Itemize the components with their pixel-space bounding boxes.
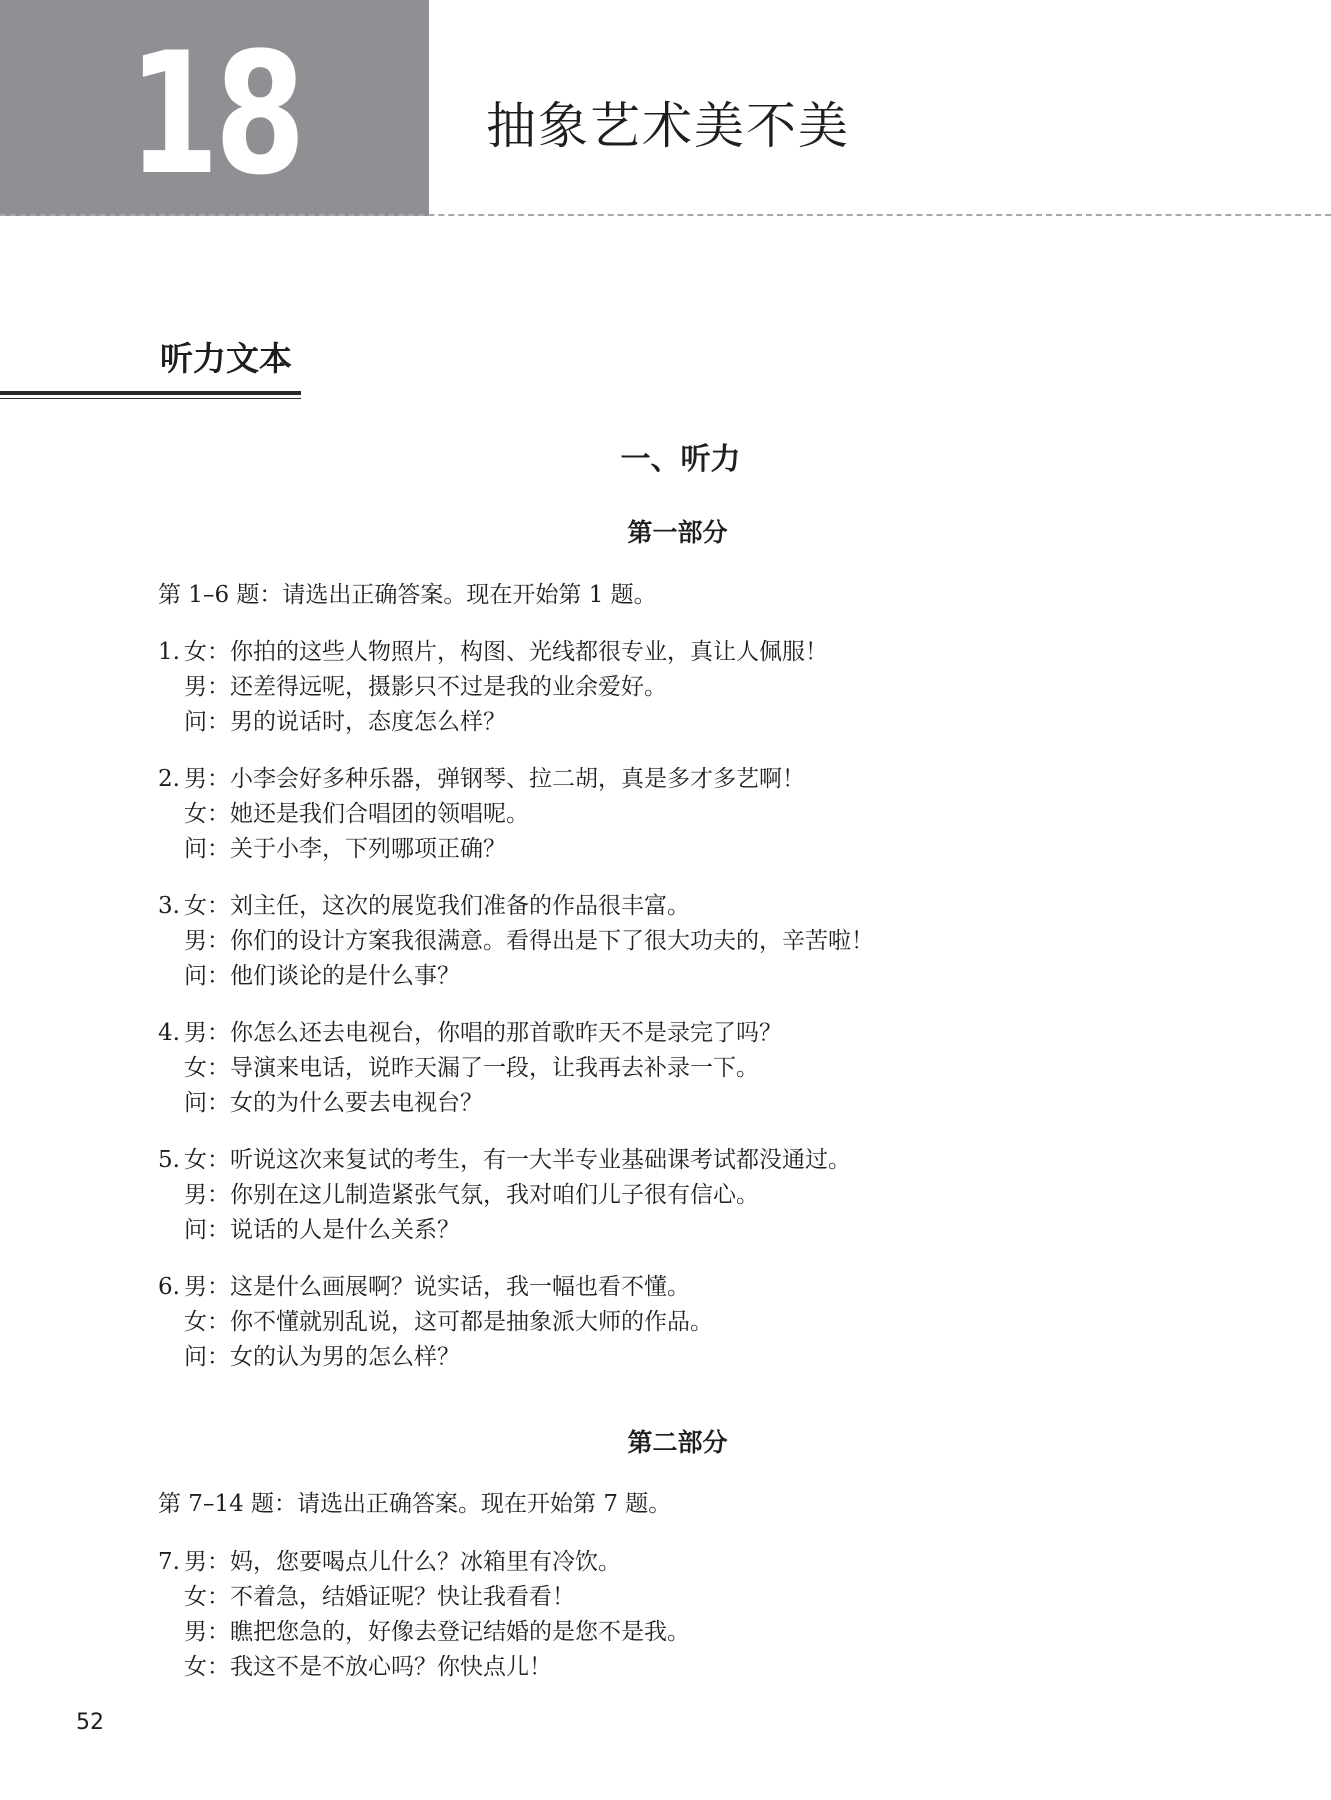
speaker: 问 (184, 709, 207, 735)
dialogue-line: 3. 女 ： 刘主任，这次的展览我们准备的作品很丰富。 (158, 889, 1198, 924)
question-item (158, 762, 1198, 867)
question-number: 4. (158, 1020, 180, 1046)
utterance: 男的说话时，态度怎么样？ (230, 709, 506, 735)
utterance: 瞧把您急的，好像去登记结婚的是您不是我。 (230, 1619, 690, 1645)
utterance: 还差得远呢，摄影只不过是我的业余爱好。 (230, 674, 667, 700)
question-item (158, 635, 1198, 740)
dialogue-line: 2. 男 ： 小李会好多种乐器，弹钢琴、拉二胡，真是多才多艺啊！ (158, 762, 1198, 797)
speaker: 女 (184, 639, 207, 665)
speaker: 女 (184, 801, 207, 827)
dialogue-line: 问 ： 女的为什么要去电视台？ (158, 1086, 1198, 1121)
speaker: 问 (184, 1344, 207, 1370)
header-dashed-divider (0, 214, 1331, 216)
dialogue-line: 男 ： 还差得远呢，摄影只不过是我的业余爱好。 (158, 670, 1198, 705)
utterance: 妈，您要喝点儿什么？冰箱里有冷饮。 (230, 1549, 621, 1575)
lesson-number: 18 (128, 16, 302, 212)
question-number: 3. (158, 893, 180, 919)
utterance: 导演来电话，说昨天漏了一段，让我再去补录一下。 (230, 1055, 759, 1081)
dialogue-line: 问 ： 女的认为男的怎么样？ (158, 1340, 1198, 1375)
section-rule-thin (0, 398, 301, 399)
utterance: 你拍的这些人物照片，构图、光线都很专业，真让人佩服！ (230, 639, 828, 665)
utterance: 他们谈论的是什么事？ (230, 963, 460, 989)
utterance: 你怎么还去电视台，你唱的那首歌昨天不是录完了吗？ (230, 1020, 782, 1046)
question-number: 1. (158, 639, 180, 665)
speaker: 问 (184, 963, 207, 989)
part-instruction: 第 7–14 题：请选出正确答案。现在开始第 7 题。 (158, 1491, 672, 1517)
question-number: 5. (158, 1147, 180, 1173)
speaker: 女 (184, 1654, 207, 1680)
part-instruction: 第 1–6 题：请选出正确答案。现在开始第 1 题。 (158, 582, 657, 608)
utterance: 我这不是不放心吗？你快点儿！ (230, 1654, 552, 1680)
question-number: 7. (158, 1549, 180, 1575)
dialogue-line: 7. 男 ： 妈，您要喝点儿什么？冰箱里有冷饮。 (158, 1545, 1198, 1580)
speaker: 男 (184, 928, 207, 954)
utterance: 听说这次来复试的考生，有一大半专业基础课考试都没通过。 (230, 1147, 851, 1173)
dialogue-line: 4. 男 ： 你怎么还去电视台，你唱的那首歌昨天不是录完了吗？ (158, 1016, 1198, 1051)
speaker: 男 (184, 674, 207, 700)
speaker: 女 (184, 1309, 207, 1335)
speaker: 男 (184, 1274, 207, 1300)
utterance: 刘主任，这次的展览我们准备的作品很丰富。 (230, 893, 690, 919)
speaker: 男 (184, 766, 207, 792)
speaker: 问 (184, 1090, 207, 1116)
speaker: 男 (184, 1182, 207, 1208)
dialogue-line: 1. 女 ： 你拍的这些人物照片，构图、光线都很专业，真让人佩服！ (158, 635, 1198, 670)
utterance: 说话的人是什么关系？ (230, 1217, 460, 1243)
main-heading: 一、听力 (620, 442, 741, 477)
utterance: 你别在这儿制造紧张气氛，我对咱们儿子很有信心。 (230, 1182, 759, 1208)
section-title: 听力文本 (160, 339, 292, 378)
question-item (158, 889, 1198, 994)
page-number: 52 (76, 1710, 104, 1735)
question-item (158, 1143, 1198, 1248)
speaker: 问 (184, 836, 207, 862)
utterance: 不着急，结婚证呢？快让我看看！ (230, 1584, 575, 1610)
question-item (158, 1545, 1198, 1685)
speaker: 男 (184, 1549, 207, 1575)
dialogue-line: 问 ： 说话的人是什么关系？ (158, 1213, 1198, 1248)
speaker: 女 (184, 1584, 207, 1610)
utterance: 你们的设计方案我很满意。看得出是下了很大功夫的，辛苦啦！ (230, 928, 874, 954)
dialogue-line: 女 ： 不着急，结婚证呢？快让我看看！ (158, 1580, 1198, 1615)
utterance: 她还是我们合唱团的领唱呢。 (230, 801, 529, 827)
lesson-title: 抽象艺术美不美 (486, 97, 850, 155)
dialogue-line: 男 ： 你们的设计方案我很满意。看得出是下了很大功夫的，辛苦啦！ (158, 924, 1198, 959)
lesson-number-block (0, 0, 429, 216)
part-heading: 第二部分 (627, 1428, 728, 1457)
utterance: 这是什么画展啊？说实话，我一幅也看不懂。 (230, 1274, 690, 1300)
question-number: 6. (158, 1274, 180, 1300)
utterance: 你不懂就别乱说，这可都是抽象派大师的作品。 (230, 1309, 713, 1335)
section-rule-thick (0, 391, 301, 395)
dialogue-line: 问 ： 男的说话时，态度怎么样？ (158, 705, 1198, 740)
utterance: 女的认为男的怎么样？ (230, 1344, 460, 1370)
part-heading: 第一部分 (627, 518, 728, 547)
speaker: 男 (184, 1619, 207, 1645)
speaker: 问 (184, 1217, 207, 1243)
speaker: 女 (184, 1055, 207, 1081)
dialogue-line: 女 ： 你不懂就别乱说，这可都是抽象派大师的作品。 (158, 1305, 1198, 1340)
dialogue-line: 男 ： 你别在这儿制造紧张气氛，我对咱们儿子很有信心。 (158, 1178, 1198, 1213)
dialogue-line: 女 ： 我这不是不放心吗？你快点儿！ (158, 1650, 1198, 1685)
utterance: 关于小李，下列哪项正确？ (230, 836, 506, 862)
utterance: 女的为什么要去电视台？ (230, 1090, 483, 1116)
dialogue-line: 问 ： 关于小李，下列哪项正确？ (158, 832, 1198, 867)
question-item (158, 1270, 1198, 1375)
dialogue-line: 女 ： 导演来电话，说昨天漏了一段，让我再去补录一下。 (158, 1051, 1198, 1086)
dialogue-line: 6. 男 ： 这是什么画展啊？说实话，我一幅也看不懂。 (158, 1270, 1198, 1305)
dialogue-line: 男 ： 瞧把您急的，好像去登记结婚的是您不是我。 (158, 1615, 1198, 1650)
question-item (158, 1016, 1198, 1121)
dialogue-line: 问 ： 他们谈论的是什么事？ (158, 959, 1198, 994)
speaker: 女 (184, 1147, 207, 1173)
dialogue-line: 女 ： 她还是我们合唱团的领唱呢。 (158, 797, 1198, 832)
question-number: 2. (158, 766, 180, 792)
dialogue-line: 5. 女 ： 听说这次来复试的考生，有一大半专业基础课考试都没通过。 (158, 1143, 1198, 1178)
utterance: 小李会好多种乐器，弹钢琴、拉二胡，真是多才多艺啊！ (230, 766, 805, 792)
speaker: 男 (184, 1020, 207, 1046)
speaker: 女 (184, 893, 207, 919)
